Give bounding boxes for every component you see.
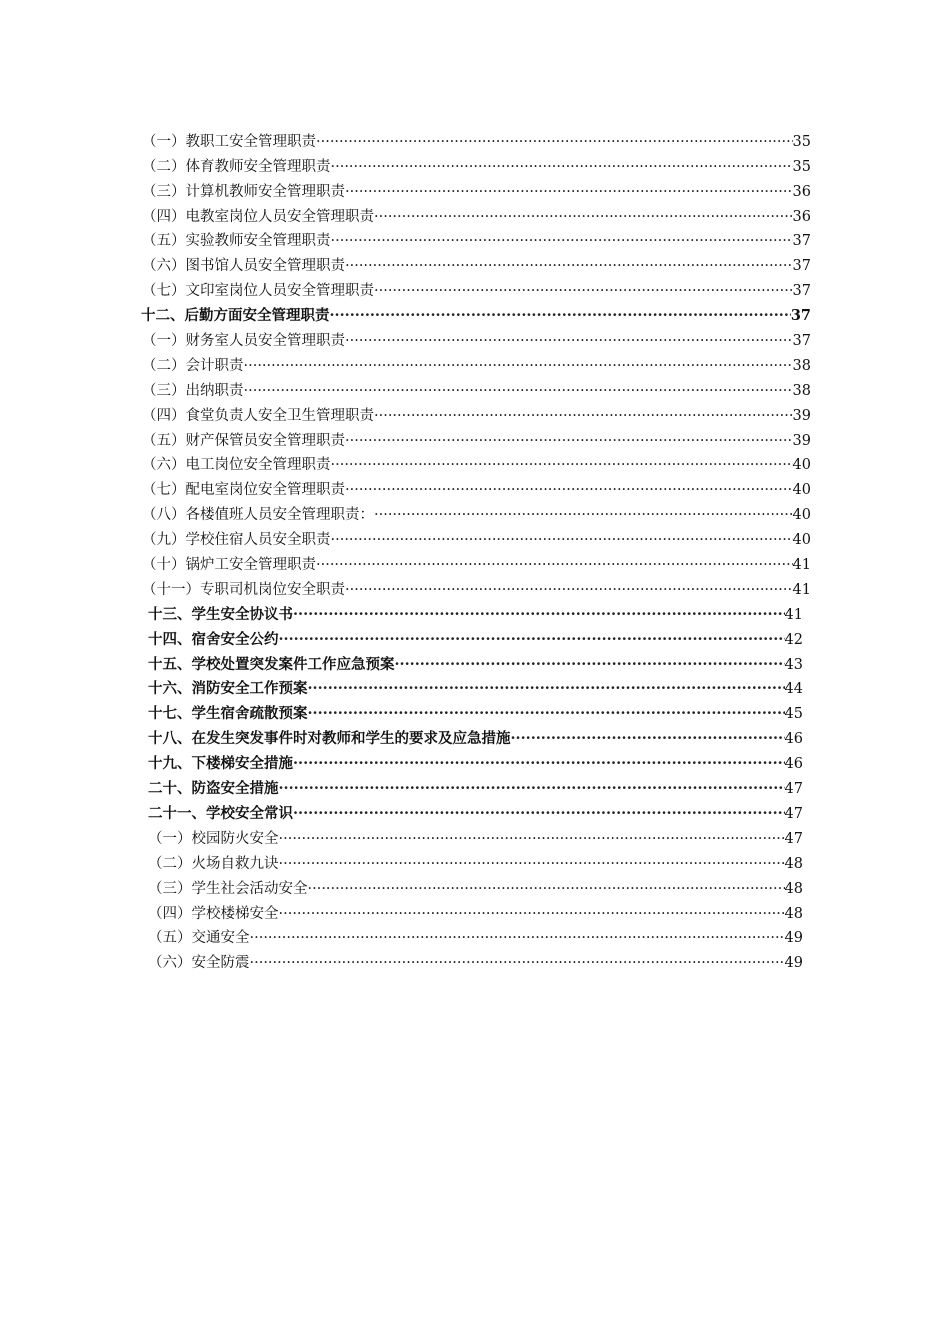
toc-dot-leader	[345, 481, 793, 499]
toc-section-heading[interactable]	[0, 599, 803, 624]
toc-dot-leader	[331, 531, 793, 549]
toc-entry-title: （三）计算机教师安全管理职责	[142, 183, 345, 200]
toc-dot-leader	[511, 730, 785, 748]
toc-entry[interactable]	[0, 126, 811, 151]
toc-entry[interactable]	[0, 325, 811, 350]
toc-entry-title: （六）安全防震	[148, 955, 250, 972]
toc-dot-leader	[250, 929, 785, 947]
toc-dot-leader	[293, 755, 785, 773]
toc-page-number: 47	[784, 781, 803, 798]
toc-page-number: 37	[792, 283, 811, 300]
toc-page-number: 43	[784, 656, 803, 673]
toc-page-number: 47	[784, 830, 803, 847]
toc-entry-title: （一）财务室人员安全管理职责	[142, 333, 345, 350]
toc-entry[interactable]	[0, 400, 811, 425]
toc-entry[interactable]	[0, 450, 811, 475]
toc-entry-title: （六）电工岗位安全管理职责	[142, 457, 331, 474]
toc-dot-leader	[308, 705, 785, 723]
toc-entry[interactable]	[0, 873, 803, 898]
toc-section-heading[interactable]	[0, 300, 811, 325]
toc-section-heading[interactable]	[0, 674, 803, 699]
toc-page-number: 37	[792, 258, 811, 275]
toc-entry-title: （二）会计职责	[142, 357, 244, 374]
toc-page-number: 35	[792, 133, 811, 150]
toc-dot-leader	[250, 954, 785, 972]
toc-entry-title: 二十、防盗安全措施	[148, 780, 279, 798]
toc-page-number: 48	[784, 880, 803, 897]
toc-page-number: 47	[784, 805, 803, 822]
toc-entry[interactable]	[0, 848, 803, 873]
toc-entry-title: （二）体育教师安全管理职责	[142, 158, 331, 175]
toc-section-heading[interactable]	[0, 624, 803, 649]
toc-dot-leader	[308, 680, 785, 698]
toc-dot-leader	[279, 830, 785, 848]
toc-entry[interactable]	[0, 226, 811, 251]
toc-dot-leader	[308, 880, 785, 898]
toc-entry[interactable]	[0, 574, 811, 599]
toc-entry-title: （九）学校住宿人员安全职责	[142, 532, 331, 549]
toc-entry-title: 十二、后勤方面安全管理职责	[141, 307, 330, 325]
toc-entry[interactable]	[0, 350, 811, 375]
toc-dot-leader	[279, 631, 785, 649]
toc-page-number: 37	[792, 233, 811, 250]
toc-entry-title: （七）配电室岗位安全管理职责	[142, 482, 345, 499]
toc-entry-title: （五）交通安全	[148, 930, 250, 947]
toc-entry-title: （一）校园防火安全	[148, 830, 279, 847]
toc-page-number: 46	[784, 756, 803, 773]
toc-dot-leader	[244, 382, 793, 400]
toc-dot-leader	[331, 232, 793, 250]
toc-dot-leader	[395, 656, 785, 674]
toc-dot-leader	[279, 905, 785, 923]
toc-page-number: 39	[792, 432, 811, 449]
toc-entry[interactable]	[0, 524, 811, 549]
toc-entry[interactable]	[0, 275, 811, 300]
toc-entry-title: 十九、下楼梯安全措施	[148, 755, 293, 773]
toc-entry-title: （一）教职工安全管理职责	[142, 133, 316, 150]
toc-dot-leader	[293, 606, 785, 624]
toc-page-number: 37	[792, 333, 811, 350]
toc-section-heading[interactable]	[0, 649, 803, 674]
toc-entry[interactable]	[0, 250, 811, 275]
toc-entry-title: （十一）专职司机岗位安全职责	[142, 581, 345, 598]
toc-page-number: 49	[784, 930, 803, 947]
toc-dot-leader	[345, 581, 793, 599]
toc-page-number: 48	[784, 855, 803, 872]
toc-entry-title: （五）实验教师安全管理职责	[142, 233, 331, 250]
toc-section-heading[interactable]	[0, 723, 803, 748]
toc-entry[interactable]	[0, 823, 803, 848]
toc-page-number: 41	[784, 606, 803, 623]
toc-page-number: 41	[792, 581, 811, 598]
toc-dot-leader	[345, 432, 793, 450]
toc-dot-leader	[331, 158, 793, 176]
toc-entry-title: （三）学生社会活动安全	[148, 880, 308, 897]
toc-entry-title: 十六、消防安全工作预案	[148, 680, 308, 698]
toc-page-number: 40	[792, 457, 811, 474]
toc-section-heading[interactable]	[0, 798, 803, 823]
toc-section-heading[interactable]	[0, 698, 803, 723]
toc-dot-leader	[374, 506, 793, 524]
toc-dot-leader	[374, 282, 793, 300]
toc-dot-leader	[345, 332, 793, 350]
toc-dot-leader	[330, 307, 791, 325]
toc-dot-leader	[374, 407, 793, 425]
toc-entry[interactable]	[0, 176, 811, 201]
toc-dot-leader	[331, 456, 793, 474]
toc-entry-title: （二）火场自救九诀	[148, 855, 279, 872]
toc-entry-title: 二十一、学校安全常识	[148, 804, 293, 822]
toc-dot-leader	[244, 357, 793, 375]
toc-entry[interactable]	[0, 499, 811, 524]
toc-dot-leader	[279, 855, 785, 873]
toc-entry[interactable]	[0, 375, 811, 400]
toc-entry-title: 十四、宿舍安全公约	[148, 630, 279, 648]
toc-entry-title: （六）图书馆人员安全管理职责	[142, 258, 345, 275]
toc-entry-title: （四）电教室岗位人员安全管理职责	[142, 208, 374, 225]
toc-entry-title: （八）各楼值班人员安全管理职责：	[142, 507, 374, 524]
toc-page-number: 40	[792, 482, 811, 499]
toc-section-heading[interactable]	[0, 773, 803, 798]
toc-entry[interactable]	[0, 923, 803, 948]
toc-page-number: 38	[792, 357, 811, 374]
toc-page-number: 38	[792, 382, 811, 399]
toc-page-number: 37	[790, 307, 811, 325]
toc-entry[interactable]	[0, 474, 811, 499]
toc-section-heading[interactable]	[0, 748, 803, 773]
toc-entry[interactable]	[0, 898, 803, 923]
toc-page-number: 46	[784, 731, 803, 748]
toc-entry-title: 十八、在发生突发事件时对教师和学生的要求及应急措施	[148, 730, 511, 748]
toc-entry-title: 十三、学生安全协议书	[148, 605, 293, 623]
toc-entry-title: 十五、学校处置突发案件工作应急预案	[148, 655, 395, 673]
toc-page-number: 44	[784, 681, 803, 698]
toc-dot-leader	[279, 780, 785, 798]
toc-page-number: 42	[784, 631, 803, 648]
toc-page-number: 45	[784, 706, 803, 723]
toc-dot-leader	[374, 208, 793, 226]
table-of-contents	[0, 126, 950, 972]
toc-entry-title: （五）财产保管员安全管理职责	[142, 432, 345, 449]
toc-entry-title: （十）锅炉工安全管理职责	[142, 557, 316, 574]
toc-entry-title: （四）食堂负责人安全卫生管理职责	[142, 407, 374, 424]
toc-dot-leader	[293, 805, 785, 823]
toc-entry[interactable]	[0, 549, 811, 574]
toc-page-number: 40	[792, 532, 811, 549]
toc-dot-leader	[345, 183, 793, 201]
toc-entry[interactable]	[0, 201, 811, 226]
toc-page-number: 35	[792, 158, 811, 175]
toc-dot-leader	[316, 133, 793, 151]
toc-entry-title: （三）出纳职责	[142, 382, 244, 399]
toc-entry-title: 十七、学生宿舍疏散预案	[148, 705, 308, 723]
toc-entry-title: （七）文印室岗位人员安全管理职责	[142, 283, 374, 300]
toc-page-number: 40	[792, 507, 811, 524]
toc-entry-title: （四）学校楼梯安全	[148, 905, 279, 922]
toc-page-number: 41	[792, 557, 811, 574]
toc-page-number: 49	[784, 955, 803, 972]
toc-entry[interactable]	[0, 151, 811, 176]
toc-dot-leader	[316, 556, 793, 574]
toc-page-number: 36	[792, 208, 811, 225]
toc-entry[interactable]	[0, 947, 803, 972]
toc-page-number: 36	[792, 183, 811, 200]
toc-entry[interactable]	[0, 425, 811, 450]
toc-page-number: 48	[784, 905, 803, 922]
toc-dot-leader	[345, 257, 793, 275]
toc-page-number: 39	[792, 407, 811, 424]
